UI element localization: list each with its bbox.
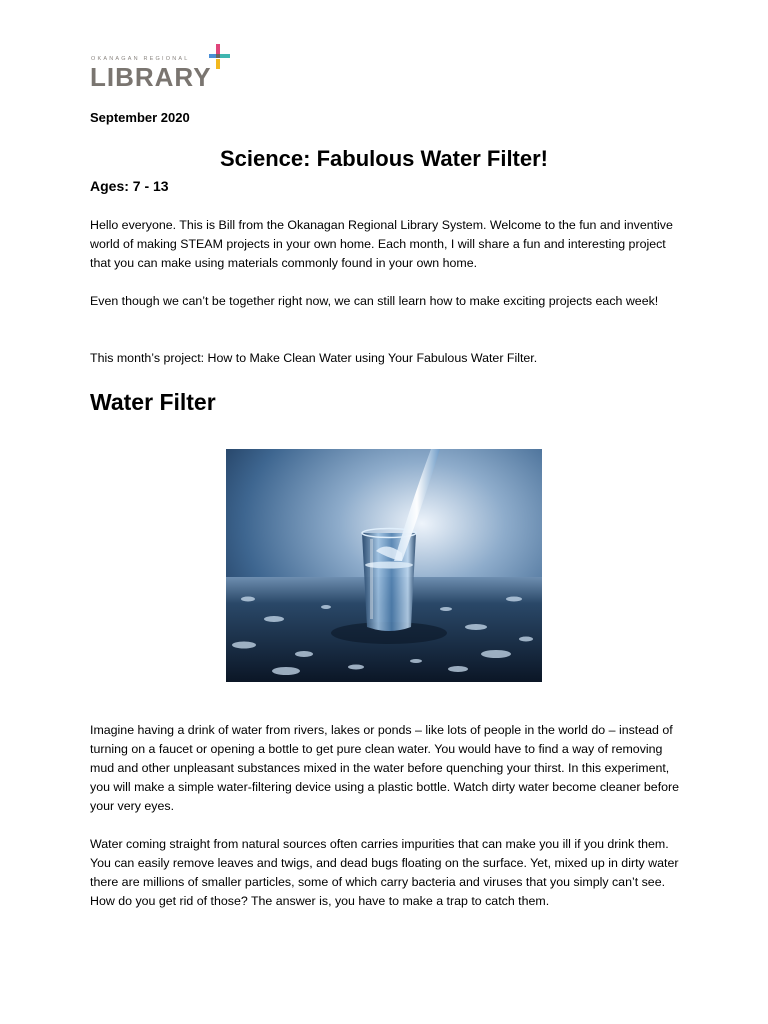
- logo-wordmark: LIBRARY: [90, 62, 212, 92]
- library-logo: [90, 44, 230, 92]
- body-paragraph: Imagine having a drink of water from rivers, lakes or ponds – like lots of people in the world do – instead of turning on a faucet or opening a bottle to get pure clean water. You would have to find a way of removing mud and other unpleasant substances mixed in the water before quenching your thirst. In this experiment, you will make a simple water-filtering device using a plastic bottle. Watch dirty water become cleaner before your very eyes.: [90, 723, 680, 813]
- document-title: Science: Fabulous Water Filter!: [219, 146, 549, 171]
- age-range: Ages: 7 - 13: [90, 178, 169, 194]
- section-heading: Water Filter: [90, 389, 216, 415]
- document-date: September 2020: [90, 110, 190, 125]
- intro-paragraph: Hello everyone. This is Bill from the Okanagan Regional Library System. Welcome to the fun and inventive world of making STEAM projects in your own home. Each month, I will share a fun and interesting project that you can make using materials commonly found in your own home.: [90, 218, 673, 270]
- logo-subtitle: OKANAGAN REGIONAL: [91, 56, 190, 62]
- project-paragraph: This month’s project: How to Make Clean Water using Your Fabulous Water Filter.: [90, 351, 538, 365]
- body-paragraph: Water coming straight from natural sources often carries impurities that can make you ill if you drink them. You can easily remove leaves and twigs, and dead bugs floating on the surface. Yet, mixed up in dirty water there are millions of smaller particles, some of which carry bacteria and viruses that you simply can’t see. How do you get rid of those? The answer is, you have to make a trap to catch them.: [90, 837, 679, 908]
- glass-of-water-photo: [226, 449, 542, 682]
- plus-cross-icon: [198, 44, 230, 76]
- intro-paragraph: Even though we can’t be together right now, we can still learn how to make exciting projects each week!: [90, 294, 659, 308]
